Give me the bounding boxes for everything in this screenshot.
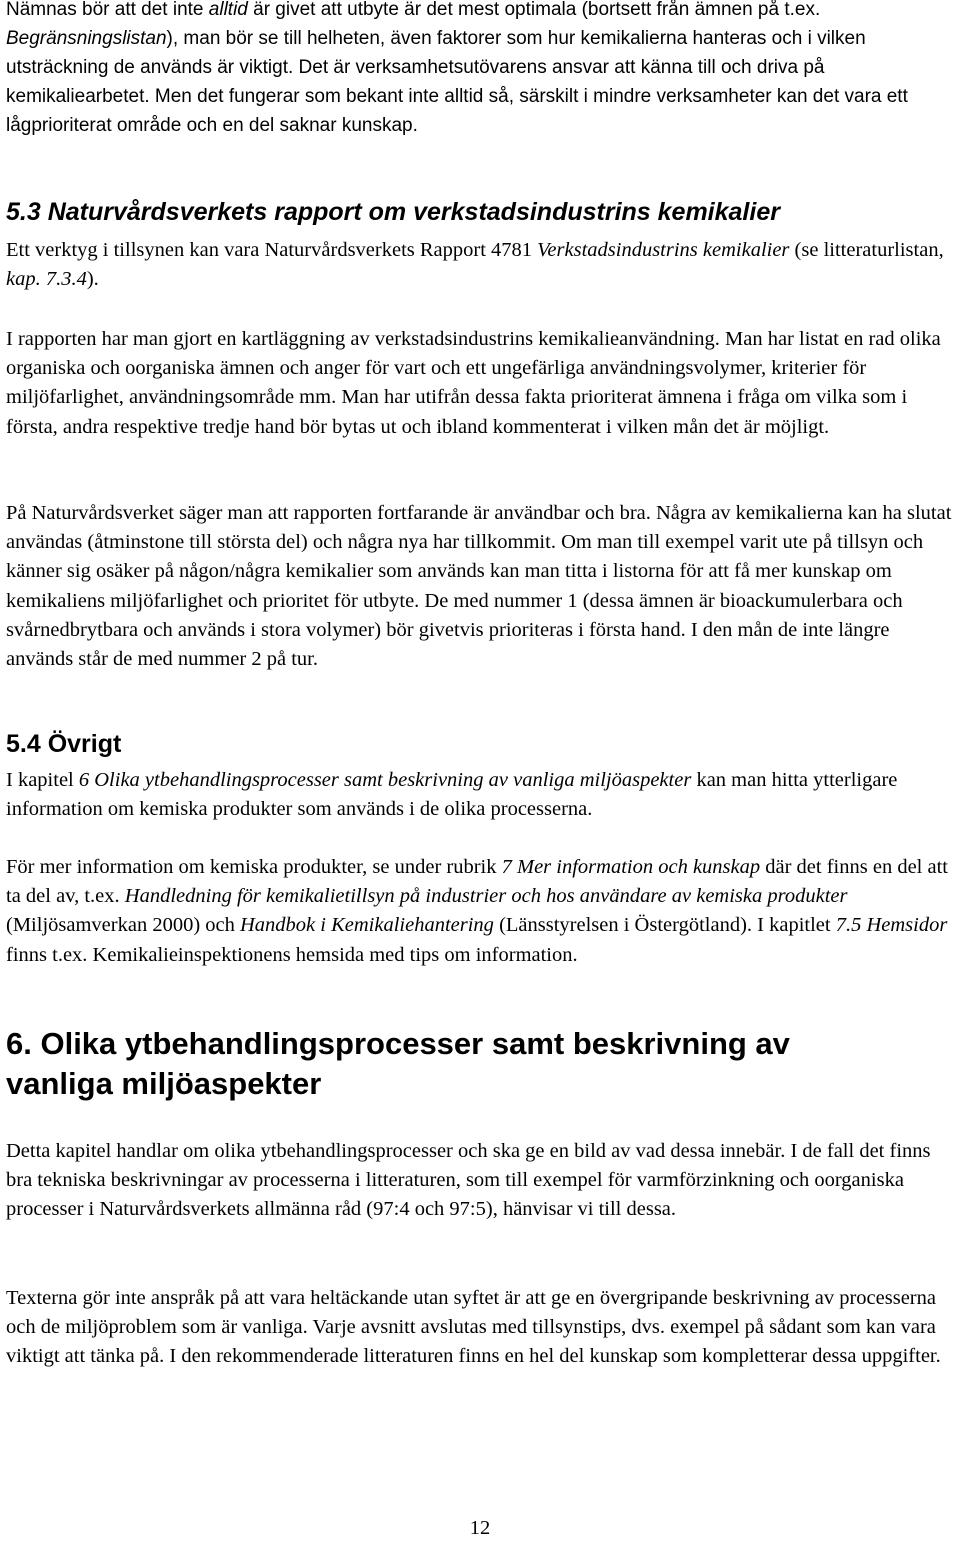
intro-emphasis-1: alltid bbox=[208, 0, 248, 20]
text: (Länsstyrelsen i Östergötland). I kapitlet bbox=[493, 914, 836, 937]
text: I kapitel bbox=[6, 769, 79, 791]
intro-text-2: är givet att utbyte är det mest optimala (bortsett från ämnen på t.ex. bbox=[247, 0, 821, 20]
section-5-4-paragraph-1 bbox=[6, 766, 956, 824]
intro-text-1: Nämnas bör att det inte bbox=[6, 0, 209, 20]
text: kan man hitta ytterligare information om kemiska produkter som används i de olika processerna. bbox=[6, 769, 898, 821]
section-6-paragraph-2: Texterna gör inte anspråk på att vara heltäckande utan syftet är att ge en övergripande beskrivning av processerna och de miljöproblem som är vanliga. Varje avsnitt avslutas med tillsynstips, dvs. exempel på sådant som kan vara viktigt att tänka på. I den rekommenderade litteraturen finns en hel del kunskap som kompletterar dessa uppgifter. bbox=[6, 1287, 941, 1368]
section-6-paragraph-1: Detta kapitel handlar om olika ytbehandlingsprocesser och ska ge en bild av vad dessa innebär. I de fall det finns bra tekniska beskrivningar av processerna i litteraturen, som till exempel för varmförzinkning och oorganiska processer i Naturvårdsverkets allmänna råd (97:4 och 97:5), hänvisar vi till dessa. bbox=[6, 1140, 931, 1221]
chapter-reference: 6 Olika ytbehandlingsprocesser samt beskrivning av vanliga miljöaspekter bbox=[78, 769, 692, 791]
chapter-reference: 7.5 Hemsidor bbox=[835, 914, 948, 937]
section-5-3-paragraph-3: På Naturvårdsverket säger man att rapporten fortfarande är användbar och bra. Några av kemikalierna kan ha slutat användas (åtminstone till största del) och några nya har tillkommit. Om man till exempel varit ute på tillsyn och känner sig osäker på någon/några kemikalier som används kan man titta i listorna för att få mer kunskap om kemikaliens miljöfarlighet och prioritet för utbyte. De med nummer 1 (dessa ämnen är bioackumulerbara och svårnedbrytbara och används i stora volymer) bör givetvis prioriteras i första hand. I den mån de inte längre används står de med nummer 2 på tur. bbox=[6, 502, 952, 671]
text: där det finns en del att ta del av, t.ex. bbox=[6, 856, 948, 908]
section-5-4-heading: 5.4 Övrigt bbox=[6, 730, 122, 758]
section-5-4-paragraph-2 bbox=[6, 853, 956, 970]
section-6-heading bbox=[6, 1024, 956, 1104]
text: Ett verktyg i tillsynen kan vara Naturvårdsverkets Rapport 4781 bbox=[6, 239, 538, 261]
section-5-3-paragraph-1 bbox=[6, 236, 956, 294]
chapter-reference: 7 Mer information och kunskap bbox=[501, 856, 761, 878]
text: ). bbox=[86, 268, 99, 291]
heading-line-1: 6. Olika ytbehandlingsprocesser samt beskrivning av bbox=[6, 1026, 790, 1061]
text: finns t.ex. Kemikalieinspektionens hemsida med tips om information. bbox=[6, 943, 578, 966]
text: (se litteraturlistan, bbox=[789, 239, 944, 261]
intro-emphasis-2: Begränsningslistan bbox=[6, 28, 167, 49]
report-title: Verkstadsindustrins kemikalier bbox=[537, 239, 790, 261]
heading-line-2: vanliga miljöaspekter bbox=[6, 1066, 322, 1101]
page-number: 12 bbox=[469, 1517, 491, 1539]
chapter-reference: kap. 7.3.4 bbox=[6, 268, 87, 291]
text: För mer information om kemiska produkter, se under rubrik bbox=[6, 856, 502, 878]
publication-title: Handbok i Kemikaliehantering bbox=[240, 914, 494, 937]
text: (Miljösamverkan 2000) och bbox=[6, 914, 240, 937]
intro-paragraph bbox=[6, 0, 956, 140]
intro-text-3: ), man bör se till helheten, även faktorer som hur kemikalierna hanteras och i vilken utsträckning de används är viktigt. Det är verksamhetsutövarens ansvar att känna till och driva på kemikaliearbetet. Men det fungerar som bekant inte alltid så, särskilt i mindre verksamheter kan det vara ett lågprioriterat område och en del saknar kunskap. bbox=[6, 28, 908, 136]
section-5-3-heading: 5.3 Naturvårdsverkets rapport om verkstadsindustrins kemikalier bbox=[6, 198, 780, 226]
section-5-3-paragraph-2: I rapporten har man gjort en kartläggning av verkstadsindustrins kemikalieanvändning. Man har listat en rad olika organiska och oorganiska ämnen och anger för vart och ett ungefärliga användningsvolymer, kriterier för miljöfarlighet, användningsområde mm. Man har utifrån dessa fakta prioriterat ämnena i fråga om vilka som i första, andra respektive tredje hand bör bytas ut och ibland kommenterat i vilken mån det är möjligt. bbox=[6, 328, 941, 438]
publication-title: Handledning för kemikalietillsyn på industrier och hos användare av kemiska produkter bbox=[124, 885, 848, 908]
